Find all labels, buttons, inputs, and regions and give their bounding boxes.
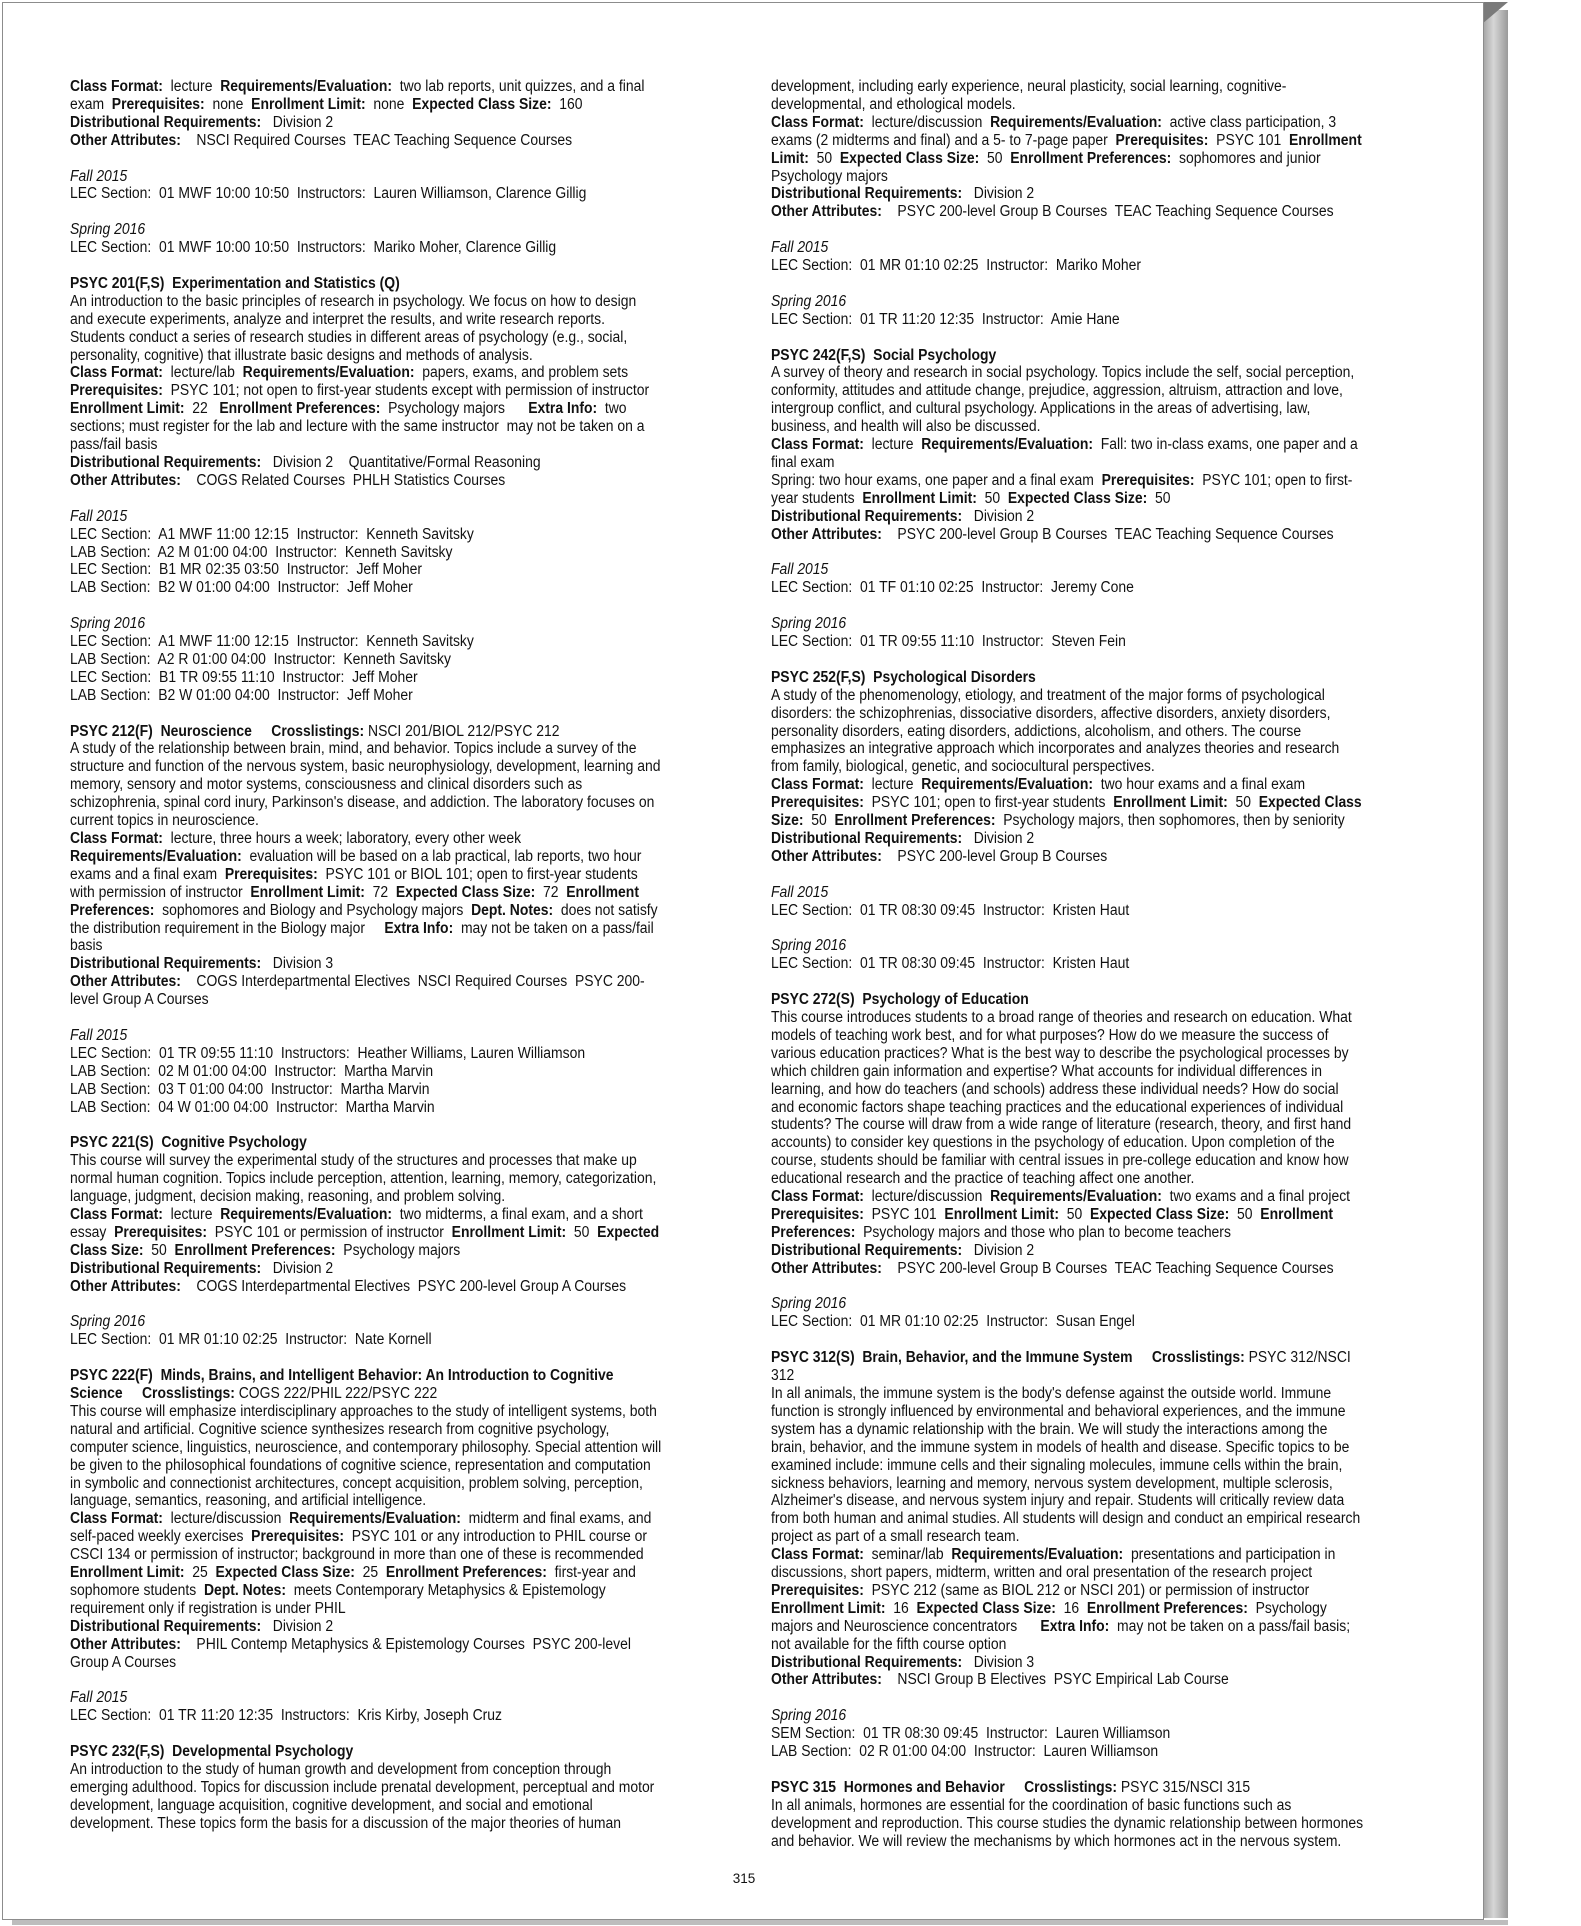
text-line: self-paced weekly exercises Prerequisites: PSYC 101 or any introduction to PHIL course or — [70, 1528, 648, 1546]
section-line: LEC Section: 01 TR 08:30 09:45 Instructor: Kristen Haut — [771, 901, 1130, 919]
text-line: which children gain information and expertise? What accounts for individual differences in — [771, 1062, 1323, 1080]
page-bottom-shadow — [12, 1920, 1508, 1925]
text-line: An introduction to the basic principles of research in psychology. We focus on how to design — [70, 292, 637, 310]
text-line: Psychology majors — [771, 167, 888, 185]
section-schedule — [70, 1027, 754, 1117]
section-schedule — [771, 1707, 1405, 1761]
text-line: function is strongly influenced by environmental and behavioral experiences, and the immune — [771, 1402, 1346, 1420]
page-number: 315 — [732, 1871, 756, 1886]
term-label: Fall 2015 — [70, 1689, 128, 1707]
term-label: Spring 2016 — [771, 937, 847, 955]
text-line: This course introduces students to a broad range of theories and research on education. What — [771, 1008, 1352, 1026]
text-line: This course will survey the experimental study of the structures and processes that make up — [70, 1152, 637, 1170]
text-line: discussions, short papers, midterm, written and oral presentation of the research project — [771, 1564, 1313, 1582]
course-details — [70, 78, 754, 150]
text-line: Alzheimer's disease, and nervous system injury and repair. Students will critically review data — [771, 1492, 1345, 1510]
text-line: developmental, and ethological models. — [771, 95, 1016, 113]
text-line: Class Format: lecture Requirements/Evaluation: two lab reports, unit quizzes, and a final — [70, 78, 645, 95]
text-line: Prerequisites: PSYC 101 Enrollment Limit: 50 Expected Class Size: 50 Enrollment — [771, 1205, 1334, 1223]
text-line: Enrollment Limit: 22 Enrollment Preferences: Psychology majors Extra Info: two — [70, 400, 627, 418]
text-line: computer science, linguistics, neuroscience, and contemporary philosophy. Special attention will — [70, 1438, 662, 1456]
text-line: development, language acquisition, cognitive development, and social and emotional — [70, 1796, 593, 1814]
text-line: Prerequisites: PSYC 101; open to first-year students Enrollment Limit: 50 Expected Class — [771, 794, 1362, 812]
text-line: various education practices? What is the best way to describe the psychological processes by — [771, 1044, 1349, 1062]
section-line: LEC Section: B1 MR 02:35 03:50 Instructor: Jeff Moher — [70, 561, 423, 579]
text-line: from family, biological, genetic, and sociocultural perspectives. — [771, 758, 1155, 776]
text-line: In all animals, the immune system is the body's defense against the outside world. Immune — [771, 1384, 1332, 1402]
text-line: exams (2 midterms and final) and a 5- to 7-page paper Prerequisites: PSYC 101 Enrollment — [771, 131, 1362, 149]
text-line: requirement only if registration is under PHIL — [70, 1599, 346, 1617]
text-line: development and reproduction. This course studies the dynamic relationship between hormones — [771, 1814, 1364, 1832]
text-line: development. These topics form the basis for a discussion of the major theories of human — [70, 1814, 621, 1832]
section-line: LEC Section: 01 MWF 10:00 10:50 Instructors: Mariko Moher, Clarence Gillig — [70, 239, 557, 257]
text-line: sickness behaviors, learning and memory, nervous system development, multiple sclerosis, — [771, 1474, 1333, 1492]
text-line: emerging adulthood. Topics for discussion include prenatal development, perceptual and motor — [70, 1778, 655, 1796]
section-schedule — [70, 168, 754, 204]
section-line: LAB Section: 03 T 01:00 04:00 Instructor: Martha Marvin — [70, 1080, 430, 1098]
text-line: Enrollment Limit: 25 Expected Class Size: 25 Enrollment Preferences: first-year and — [70, 1564, 636, 1582]
section-line: LEC Section: 01 TR 09:55 11:10 Instructor: Steven Fein — [771, 633, 1126, 651]
section-schedule — [70, 221, 754, 257]
text-line: in symbolic and connectionist architectures, concept acquisition, problem solving, perception, — [70, 1474, 643, 1492]
section-line: LEC Section: A1 MWF 11:00 12:15 Instructor: Kenneth Savitsky — [70, 525, 474, 543]
term-label: Fall 2015 — [771, 561, 829, 579]
text-line: sophomore students Dept. Notes: meets Contemporary Metaphysics & Epistemology — [70, 1581, 606, 1599]
section-line: LEC Section: A1 MWF 11:00 12:15 Instructor: Kenneth Savitsky — [70, 633, 474, 651]
text-line: the distribution requirement in the Biology major Extra Info: may not be taken on a pass/fail — [70, 919, 654, 937]
text-line: pass/fail basis — [70, 436, 158, 454]
text-line: project as part of a small research team. — [771, 1528, 1020, 1546]
text-line: Limit: 50 Expected Class Size: 50 Enrollment Preferences: sophomores and junior — [771, 149, 1321, 167]
text-line: final exam — [771, 453, 835, 471]
section-line: LEC Section: 01 TR 08:30 09:45 Instructor: Kristen Haut — [771, 955, 1130, 973]
section-line: LAB Section: A2 R 01:00 04:00 Instructor: Kenneth Savitsky — [70, 650, 451, 668]
term-label: Fall 2015 — [70, 507, 128, 525]
text-line: 312 — [771, 1367, 795, 1385]
course-heading: PSYC 232(F,S) Developmental Psychology — [70, 1743, 354, 1761]
course-heading: PSYC 242(F,S) Social Psychology — [771, 346, 997, 364]
course-entry — [771, 1349, 1405, 1689]
text-line: be given to the philosophical foundations of cognitive science, representation and computation — [70, 1456, 651, 1474]
course-heading: PSYC 201(F,S) Experimentation and Statistics (Q) — [70, 274, 400, 292]
course-entry — [771, 669, 1405, 866]
course-entry — [771, 1779, 1405, 1851]
course-heading: PSYC 315 Hormones and Behavior Crosslistings: PSYC 315/NSCI 315 — [771, 1778, 1251, 1796]
course-entry — [771, 991, 1405, 1278]
text-line: natural and artificial. Cognitive science synthesizes research from cognitive psychology, — [70, 1420, 610, 1438]
text-line: development, including early experience, neural plasticity, social learning, cognitive- — [771, 78, 1287, 95]
page-corner-fold — [1482, 2, 1508, 24]
course-heading: PSYC 221(S) Cognitive Psychology — [70, 1134, 307, 1152]
text-line: Enrollment Limit: 16 Expected Class Size: 16 Enrollment Preferences: Psychology — [771, 1599, 1327, 1617]
course-heading: PSYC 212(F) Neuroscience Crosslistings: NSCI 201/BIOL 212/PSYC 212 — [70, 722, 560, 740]
text-line: Distributional Requirements: Division 3 — [70, 955, 334, 973]
section-line: LEC Section: 01 TR 11:20 12:35 Instructor: Amie Hane — [771, 310, 1120, 328]
text-line: course, students should be familiar with central issues in pre-college education and know how — [771, 1152, 1349, 1170]
section-line: LAB Section: A2 M 01:00 04:00 Instructor: Kenneth Savitsky — [70, 543, 453, 561]
section-line: LEC Section: B1 TR 09:55 11:10 Instructor: Jeff Moher — [70, 668, 418, 686]
text-line: memory, sensory and motor systems, consciousness and clinical disorders such as — [70, 776, 583, 794]
course-entry — [70, 723, 754, 1010]
text-line: An introduction to the study of human growth and development from conception through — [70, 1761, 612, 1778]
text-line: Spring: two hour exams, one paper and a final exam Prerequisites: PSYC 101; open to first- — [771, 471, 1353, 489]
right-column — [771, 78, 1405, 1868]
section-schedule — [771, 561, 1405, 597]
text-line: learning, and how do teachers (and schools) address these individual needs? How do social — [771, 1080, 1339, 1098]
text-line: language, judgment, decision making, reasoning, and problem solving. — [70, 1188, 506, 1206]
term-label: Spring 2016 — [771, 615, 847, 633]
text-line: In all animals, hormones are essential for the coordination of basic functions such as — [771, 1796, 1292, 1814]
text-line: Class Format: seminar/lab Requirements/Evaluation: presentations and participation in — [771, 1546, 1336, 1564]
text-line: Distributional Requirements: Division 2 — [771, 507, 1035, 525]
text-line: normal human cognition. Topics include perception, attention, learning, memory, categorization, — [70, 1170, 657, 1188]
section-schedule — [771, 239, 1405, 275]
text-line: educational research and the practice of teaching affect one another. — [771, 1170, 1195, 1188]
text-line: Distributional Requirements: Division 2 Quantitative/Formal Reasoning — [70, 453, 541, 471]
text-line: Other Attributes: NSCI Group B Electives PSYC Empirical Lab Course — [771, 1671, 1229, 1689]
text-line: structure and function of the nervous system, basic neurophysiology, development, learning and — [70, 758, 661, 776]
text-line: A study of the phenomenology, etiology, and treatment of the major forms of psychological — [771, 686, 1325, 704]
course-heading: PSYC 252(F,S) Psychological Disorders — [771, 668, 1036, 686]
text-line: level Group A Courses — [70, 991, 209, 1009]
text-line: Prerequisites: PSYC 101; not open to first-year students except with permission of instructor — [70, 382, 650, 400]
section-schedule — [771, 615, 1405, 651]
section-schedule — [771, 884, 1405, 920]
section-line: LEC Section: 01 TR 09:55 11:10 Instructors: Heather Williams, Lauren Williamson — [70, 1044, 586, 1062]
text-line: Size: 50 Enrollment Preferences: Psychology majors, then sophomores, then by seniority — [771, 812, 1345, 830]
text-line: models of teaching work best, and for what purposes? How do we measure the success of — [771, 1026, 1329, 1044]
text-line: Distributional Requirements: Division 3 — [771, 1653, 1035, 1671]
text-line: Distributional Requirements: Division 2 — [70, 1259, 334, 1277]
text-line: Other Attributes: COGS Related Courses PHLH Statistics Courses — [70, 471, 506, 489]
term-label: Fall 2015 — [70, 1026, 128, 1044]
left-column — [70, 78, 754, 1851]
section-line: LAB Section: B2 W 01:00 04:00 Instructor: Jeff Moher — [70, 686, 413, 704]
text-line: Class Format: lecture Requirements/Evaluation: two hour exams and a final exam — [771, 776, 1306, 794]
text-line: current topics in neuroscience. — [70, 812, 259, 830]
text-line: This course will emphasize interdisciplinary approaches to the study of intelligent systems, both — [70, 1402, 657, 1420]
text-line: Class Format: lecture/discussion Requirements/Evaluation: two exams and a final project — [771, 1188, 1351, 1206]
text-line: essay Prerequisites: PSYC 101 or permission of instructor Enrollment Limit: 50 Expected — [70, 1223, 660, 1241]
text-line: exam Prerequisites: none Enrollment Limit: none Expected Class Size: 160 — [70, 95, 583, 113]
term-label: Fall 2015 — [771, 883, 829, 901]
course-entry — [70, 1743, 754, 1833]
term-label: Fall 2015 — [70, 167, 128, 185]
text-line: Other Attributes: PSYC 200-level Group B Courses TEAC Teaching Sequence Courses — [771, 1259, 1334, 1277]
text-line: language, semantics, reasoning, and artificial intelligence. — [70, 1492, 427, 1510]
course-entry — [70, 1134, 754, 1295]
section-line: LEC Section: 01 MR 01:10 02:25 Instructor: Nate Kornell — [70, 1331, 432, 1349]
term-label: Spring 2016 — [771, 1295, 847, 1313]
text-line: Other Attributes: PSYC 200-level Group B Courses TEAC Teaching Sequence Courses — [771, 203, 1334, 221]
text-line: Class Format: lecture, three hours a week; laboratory, every other week — [70, 829, 522, 847]
text-line: intergroup conflict, and cultural psychology. Applications in the areas of advertising, law, — [771, 400, 1311, 418]
text-line: Other Attributes: COGS Interdepartmental Electives PSYC 200-level Group A Courses — [70, 1277, 627, 1295]
text-line: Other Attributes: PSYC 200-level Group B Courses TEAC Teaching Sequence Courses — [771, 525, 1334, 543]
text-line: Distributional Requirements: Division 2 — [771, 829, 1035, 847]
text-line: personality, cognitive) that illustrate basic designs and methods of analysis. — [70, 346, 533, 364]
text-line: year students Enrollment Limit: 50 Expected Class Size: 50 — [771, 489, 1171, 507]
course-heading: PSYC 272(S) Psychology of Education — [771, 991, 1029, 1009]
course-entry — [771, 347, 1405, 544]
text-line: schizophrenia, spinal cord inury, Parkinson's disease, and addiction. The laboratory focuses on — [70, 794, 655, 812]
text-line: personality disorders, eating disorders, addictions, alcoholism, and others. The course — [771, 722, 1302, 740]
text-line: Class Format: lecture Requirements/Evaluation: Fall: two in-class exams, one paper and a — [771, 436, 1358, 454]
text-line: emphasizes an integrative approach which incorporates and analyzes theories and research — [771, 740, 1340, 758]
text-line: system has a dynamic relationship with the brain. We will study the interactions among the — [771, 1420, 1328, 1438]
text-line: with permission of instructor Enrollment Limit: 72 Expected Class Size: 72 Enrollment — [70, 883, 639, 901]
term-label: Spring 2016 — [771, 292, 847, 310]
text-line: brain, behavior, and the immune system in models of health and disease. Specific topics to be — [771, 1438, 1350, 1456]
text-line: Group A Courses — [70, 1653, 177, 1671]
course-heading: PSYC 222(F) Minds, Brains, and Intelligent Behavior: An Introduction to Cognitive — [70, 1367, 614, 1385]
section-line: LEC Section: 01 TR 11:20 12:35 Instructors: Kris Kirby, Joseph Cruz — [70, 1707, 502, 1725]
section-line: LEC Section: 01 TF 01:10 02:25 Instructor: Jeremy Cone — [771, 579, 1134, 597]
text-line: examined include: immune cells and their signaling molecules, immune cells within the brain, — [771, 1456, 1343, 1474]
text-line: accounts) to consider key questions in the psychology of education. Upon completion of the — [771, 1134, 1335, 1152]
text-line: Class Size: 50 Enrollment Preferences: Psychology majors — [70, 1241, 461, 1259]
section-schedule — [70, 1689, 754, 1725]
text-line: Science Crosslistings: COGS 222/PHIL 222/PSYC 222 — [70, 1385, 438, 1402]
text-line: Class Format: lecture Requirements/Evaluation: two midterms, a final exam, and a short — [70, 1205, 643, 1223]
text-line: students? The course will draw from a wide range of literature (research, theory, and first hand — [771, 1116, 1352, 1134]
text-line: CSCI 134 or permission of instructor; background in more than one of these is recommended — [70, 1546, 644, 1564]
text-line: and economic factors shape teaching practices and the educational experiences of individual — [771, 1098, 1344, 1116]
text-line: Class Format: lecture/discussion Requirements/Evaluation: midterm and final exams, and — [70, 1510, 652, 1528]
term-label: Spring 2016 — [771, 1707, 847, 1725]
text-line: majors and Neuroscience concentrators Extra Info: may not be taken on a pass/fail basis; — [771, 1617, 1351, 1635]
text-line: and behavior. We will review the mechanisms by which hormones act in the nervous system. — [771, 1832, 1342, 1850]
course-heading: PSYC 312(S) Brain, Behavior, and the Immune System Crosslistings: PSYC 312/NSCI — [771, 1349, 1351, 1367]
section-line: LEC Section: 01 MR 01:10 02:25 Instructor: Mariko Moher — [771, 257, 1142, 275]
text-line: Preferences: sophomores and Biology and Psychology majors Dept. Notes: does not satisfy — [70, 901, 658, 919]
section-line: LAB Section: 04 W 01:00 04:00 Instructor: Martha Marvin — [70, 1098, 435, 1116]
section-schedule — [70, 1313, 754, 1349]
section-line: LAB Section: 02 M 01:00 04:00 Instructor: Martha Marvin — [70, 1062, 434, 1080]
text-line: Preferences: Psychology majors and those who plan to become teachers — [771, 1223, 1231, 1241]
text-line: Requirements/Evaluation: evaluation will be based on a lab practical, lab reports, two hour — [70, 847, 642, 865]
section-schedule — [771, 1295, 1405, 1331]
section-line: LAB Section: B2 W 01:00 04:00 Instructor: Jeff Moher — [70, 579, 413, 597]
text-line: Distributional Requirements: Division 2 — [771, 1241, 1035, 1259]
course-details — [771, 78, 1405, 221]
section-line: LEC Section: 01 MWF 10:00 10:50 Instructors: Lauren Williamson, Clarence Gillig — [70, 185, 587, 203]
text-line: A survey of theory and research in social psychology. Topics include the self, social perception, — [771, 364, 1355, 382]
text-line: Class Format: lecture/lab Requirements/Evaluation: papers, exams, and problem sets — [70, 364, 629, 382]
text-line: business, and health will also be discussed. — [771, 418, 1041, 436]
course-entry — [70, 1367, 754, 1671]
text-line: Other Attributes: PHIL Contemp Metaphysics & Epistemology Courses PSYC 200-level — [70, 1635, 631, 1653]
text-line: Distributional Requirements: Division 2 — [70, 1617, 334, 1635]
page-edge-shadow — [1484, 10, 1508, 1918]
text-line: A study of the relationship between brain, mind, and behavior. Topics include a survey of the — [70, 740, 637, 758]
section-schedule — [771, 937, 1405, 973]
section-line: LAB Section: 02 R 01:00 04:00 Instructor: Lauren Williamson — [771, 1743, 1159, 1761]
section-schedule — [70, 615, 754, 705]
term-label: Spring 2016 — [70, 221, 146, 239]
text-line: Other Attributes: NSCI Required Courses TEAC Teaching Sequence Courses — [70, 131, 573, 149]
section-line: SEM Section: 01 TR 08:30 09:45 Instructor: Lauren Williamson — [771, 1725, 1171, 1743]
text-line: Other Attributes: PSYC 200-level Group B Courses — [771, 847, 1108, 865]
text-line: Distributional Requirements: Division 2 — [771, 185, 1035, 203]
section-schedule — [771, 293, 1405, 329]
text-line: conformity, attitudes and attitude change, prejudice, aggression, altruism, attraction and love, — [771, 382, 1343, 400]
text-line: sections; must register for the lab and lecture with the same instructor may not be taken on a — [70, 418, 645, 436]
text-line: from both human and animal studies. All students will design and conduct an empirical research — [771, 1510, 1361, 1528]
section-line: LEC Section: 01 MR 01:10 02:25 Instructor: Susan Engel — [771, 1313, 1135, 1331]
text-line: Class Format: lecture/discussion Requirements/Evaluation: active class participation, 3 — [771, 113, 1337, 131]
section-schedule — [70, 508, 754, 598]
text-line: not available for the fifth course option — [771, 1635, 1007, 1653]
term-label: Fall 2015 — [771, 239, 829, 257]
text-line: disorders: the schizophrenias, dissociative disorders, affective disorders, anxiety disorders, — [771, 704, 1331, 722]
text-line: basis — [70, 937, 103, 955]
text-line: Other Attributes: COGS Interdepartmental Electives NSCI Required Courses PSYC 200- — [70, 973, 645, 991]
term-label: Spring 2016 — [70, 1313, 146, 1331]
term-label: Spring 2016 — [70, 615, 146, 633]
text-line: Prerequisites: PSYC 212 (same as BIOL 212 or NSCI 201) or permission of instructor — [771, 1581, 1310, 1599]
text-line: Distributional Requirements: Division 2 — [70, 113, 334, 131]
text-line: exams and a final exam Prerequisites: PSYC 101 or BIOL 101; open to first-year students — [70, 865, 638, 883]
text-line: and execute experiments, analyze and interpret the results, and write research reports. — [70, 310, 605, 328]
text-line: Students conduct a series of research studies in different areas of psychology (e.g., social, — [70, 328, 628, 346]
course-entry — [70, 275, 754, 490]
